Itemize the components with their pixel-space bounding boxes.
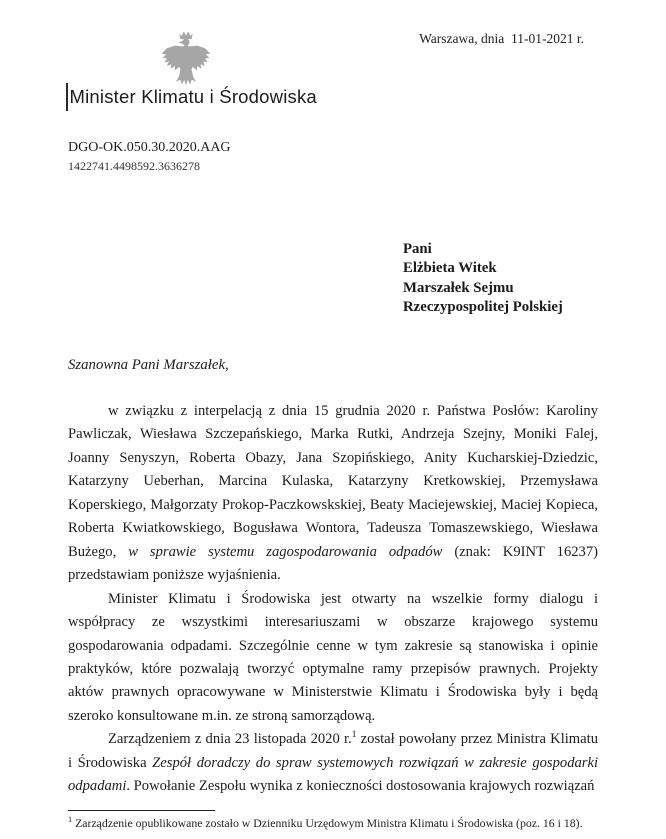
- addressee-line: Pani: [403, 241, 432, 257]
- footnote-separator: [68, 810, 215, 811]
- addressee-block: [403, 240, 563, 317]
- place-date: Warszawa, dnia 11-01-2021 r.: [419, 31, 584, 46]
- paragraph-segment-normal: . Powołanie Zespołu wynika z konieczności dostosowania krajowych rozwiązań: [126, 778, 595, 795]
- body-paragraph: [68, 588, 598, 729]
- addressee-line: Rzeczypospolitej Polskiej: [403, 298, 563, 315]
- paragraph-segment-normal: w związku z interpelacją z dnia 15 grudnia 2020 r. Państwa Posłów: Karoliny Pawliczak, Wiesława Szczepańskiego, Marka Rutki, Andrzeja Szejny, Moniki Falej, Joanny Senyszyn, Roberta Obazy, Jana Szopińskiego, Anity Kucharskiej-Dziedzic, Katarzyny Ueberhan, Marcina Kulaska, Katarzyny Kretkowskiej, Przemysława Koperskiego, Małgorzaty Prokop-Paczkowskskiej, Beaty Maciejewskiej, Maciej Kopieca, Roberta Kwiatkowskiego, Bogusława Wontora, Tadeusza Tomaszewskiego, Wiesława Bużego,: [68, 403, 598, 560]
- paragraph-segment-normal: Zarządzeniem z dnia 23 listopada 2020 r.: [108, 731, 352, 748]
- addressee-line: Marszałek Sejmu: [403, 279, 514, 296]
- ministry-title-row: [66, 83, 317, 111]
- paragraph-segment-italic: Zespół doradczy do spraw systemowych rozwiązań w zakresie gospodarki odpadami: [68, 754, 598, 795]
- body-paragraph: [68, 728, 598, 798]
- footnote-marker: 1: [68, 815, 73, 825]
- polish-eagle-emblem-icon: [159, 26, 213, 90]
- letter-body: [68, 400, 598, 799]
- body-paragraph: [68, 400, 598, 588]
- footnote-text: Zarządzenie opublikowane zostało w Dzienniku Urzędowym Ministra Klimatu i Środowiska (poz. 16 i 18).: [72, 816, 583, 830]
- reference-number: DGO-OK.050.30.2020.AAG: [68, 140, 231, 155]
- footnote: [68, 816, 596, 830]
- paragraph-segment-normal: Minister Klimatu i Środowiska jest otwarty na wszelkie formy dialogu i współpracy ze wszystkimi interesariuszami w obszarze krajowego systemu gospodarowania odpadami. Szczególnie cenne w tym zakresie są stanowiska i opinie praktyków, które pozwalają tworzyć optymalne ramy przepisów prawnych. Projekty aktów prawnych opracowywane w Ministerstwie Klimatu i Środowiska były i będą szeroko konsultowane m.in. ze stroną samorządową.: [68, 590, 598, 724]
- text-cursor-artifact: [66, 83, 68, 111]
- document-id: 1422741.4498592.3636278: [68, 159, 200, 173]
- addressee-line: Elżbieta Witek: [403, 260, 497, 277]
- paragraph-segment-normal: (znak: K9INT 16237) przedstawiam poniższe wyjaśnienia.: [68, 543, 598, 584]
- paragraph-segment-normal: został powołany przez Ministra Klimatu i Środowiska: [68, 731, 598, 771]
- paragraph-segment-italic: w sprawie systemu zagospodarowania odpadów: [128, 543, 443, 560]
- salutation: Szanowna Pani Marszałek,: [68, 357, 229, 373]
- paragraph-segment-sup: 1: [351, 730, 357, 741]
- ministry-title: Minister Klimatu i Środowiska: [69, 86, 317, 107]
